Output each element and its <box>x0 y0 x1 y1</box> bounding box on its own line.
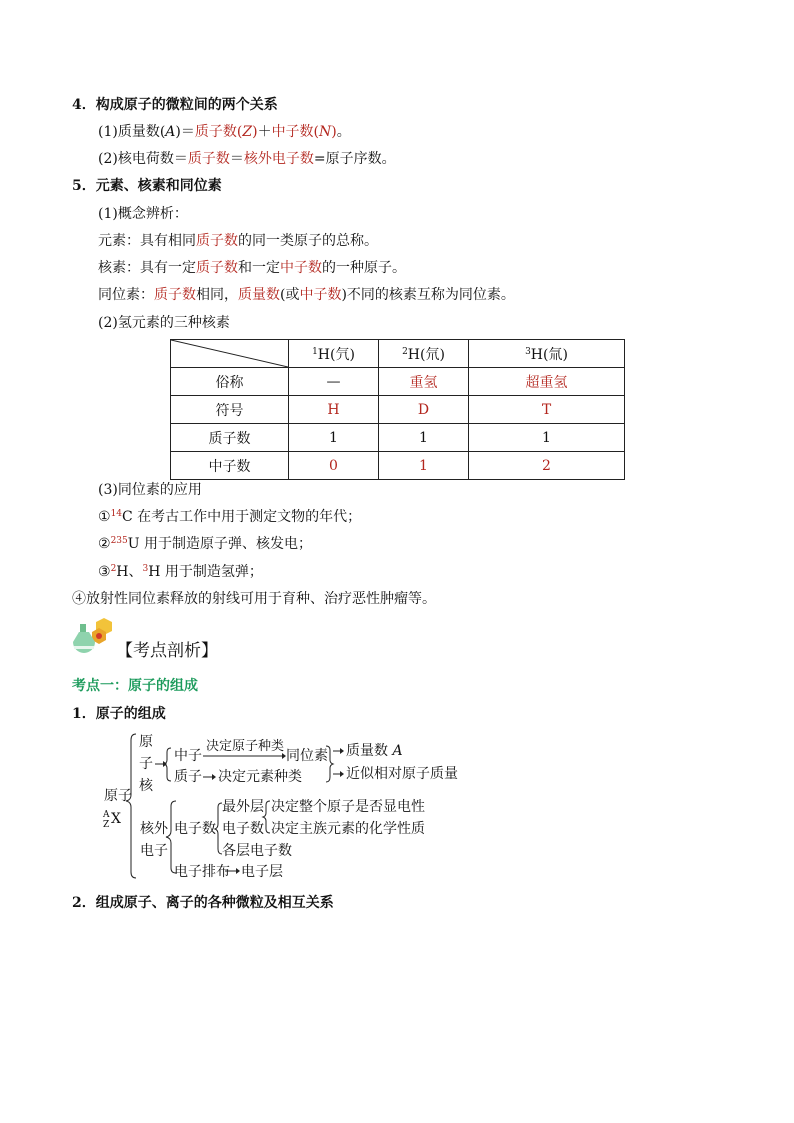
row-label: 俗称 <box>171 368 289 396</box>
application-4: ④放射性同位素释放的射线可用于育种、治疗恶性肿瘤等。 <box>72 591 436 607</box>
table-row: 俗称 — 重氢 超重氢 <box>171 368 625 396</box>
nucleus-char-1: 原 <box>139 734 153 750</box>
electron-count-label: 电子数 <box>174 821 216 837</box>
section-5-title: 5．元素、核素和同位素 <box>72 178 222 194</box>
layer-electron-count-label: 各层电子数 <box>222 843 292 859</box>
nuclide-definition: 核素：具有一定质子数和一定中子数的一种原子。 <box>98 260 406 276</box>
col-tritium: $^3$H(氚) <box>469 340 625 368</box>
application-3: ③$^2$H、$^3$H 用于制造氢弹； <box>98 564 263 580</box>
application-1: ①$^{14}$C 在考古工作中用于测定文物的年代； <box>98 509 362 525</box>
subsection-2-title: 2．组成原子、离子的各种微粒及相互关系 <box>72 895 334 911</box>
col-protium: $^1$H(氕) <box>289 340 379 368</box>
isotope-label: 同位素 <box>286 748 328 764</box>
mass-number-label: 质量数 A <box>346 743 403 759</box>
concept-heading: (1)概念辨析： <box>98 206 188 222</box>
outermost-electron-count-label: 电子数 <box>222 821 264 837</box>
row-label: 质子数 <box>171 424 289 452</box>
determines-chemical-property-label: 决定主族元素的化学性质 <box>271 821 425 837</box>
extranuclear-label: 核外 <box>140 821 168 837</box>
atom-label: 原子 <box>104 788 132 804</box>
relative-atomic-mass-label: 近似相对原子质量 <box>346 766 458 782</box>
determines-atom-type: 决定原子种类 <box>206 739 285 754</box>
isotope-definition: 同位素：质子数相同，质量数(或中子数)不同的核素互称为同位素。 <box>98 287 515 303</box>
table-row: 质子数 1 1 1 <box>171 424 625 452</box>
element-definition: 元素：具有相同质子数的同一类原子的总称。 <box>98 233 378 249</box>
neutron-label: 中子 <box>174 748 202 764</box>
row-label: 中子数 <box>171 452 289 480</box>
charge-number-relation: (2)核电荷数＝质子数＝核外电子数=原子序数。 <box>98 151 396 167</box>
proton-label: 质子 <box>174 769 202 785</box>
section-4-title: 4．构成原子的微粒间的两个关系 <box>72 97 278 113</box>
application-2: ②$^{235}$U 用于制造原子弹、核发电； <box>98 536 312 552</box>
row-label: 符号 <box>171 396 289 424</box>
subsection-1-title: 1．原子的组成 <box>72 706 166 722</box>
electron-arrangement-label: 电子排布 <box>174 864 230 880</box>
electron-shell-label: 电子层 <box>241 864 283 880</box>
determines-charge-label: 决定整个原子是否显电性 <box>271 799 425 815</box>
determines-element-type: 决定元素种类 <box>218 769 302 785</box>
isotope-application-heading: (3)同位素的应用 <box>98 482 202 498</box>
table-row: 中子数 0 1 2 <box>171 452 625 480</box>
nucleus-char-3: 核 <box>139 778 153 794</box>
col-deuterium: $^2$H(氘) <box>379 340 469 368</box>
analysis-title: 【考点剖析】 <box>116 641 218 661</box>
key-point-1: 考点一：原子的组成 <box>72 678 198 694</box>
outermost-layer-label: 最外层 <box>222 799 264 815</box>
nucleus-char-2: 子 <box>139 756 153 772</box>
electron-label: 电子 <box>140 843 168 859</box>
mass-number-relation: (1)质量数(A)＝质子数(Z)＋中子数(N)。 <box>98 124 351 140</box>
table-row: 符号 H D T <box>171 396 625 424</box>
hydrogen-nuclides-heading: (2)氢元素的三种核素 <box>98 315 230 331</box>
